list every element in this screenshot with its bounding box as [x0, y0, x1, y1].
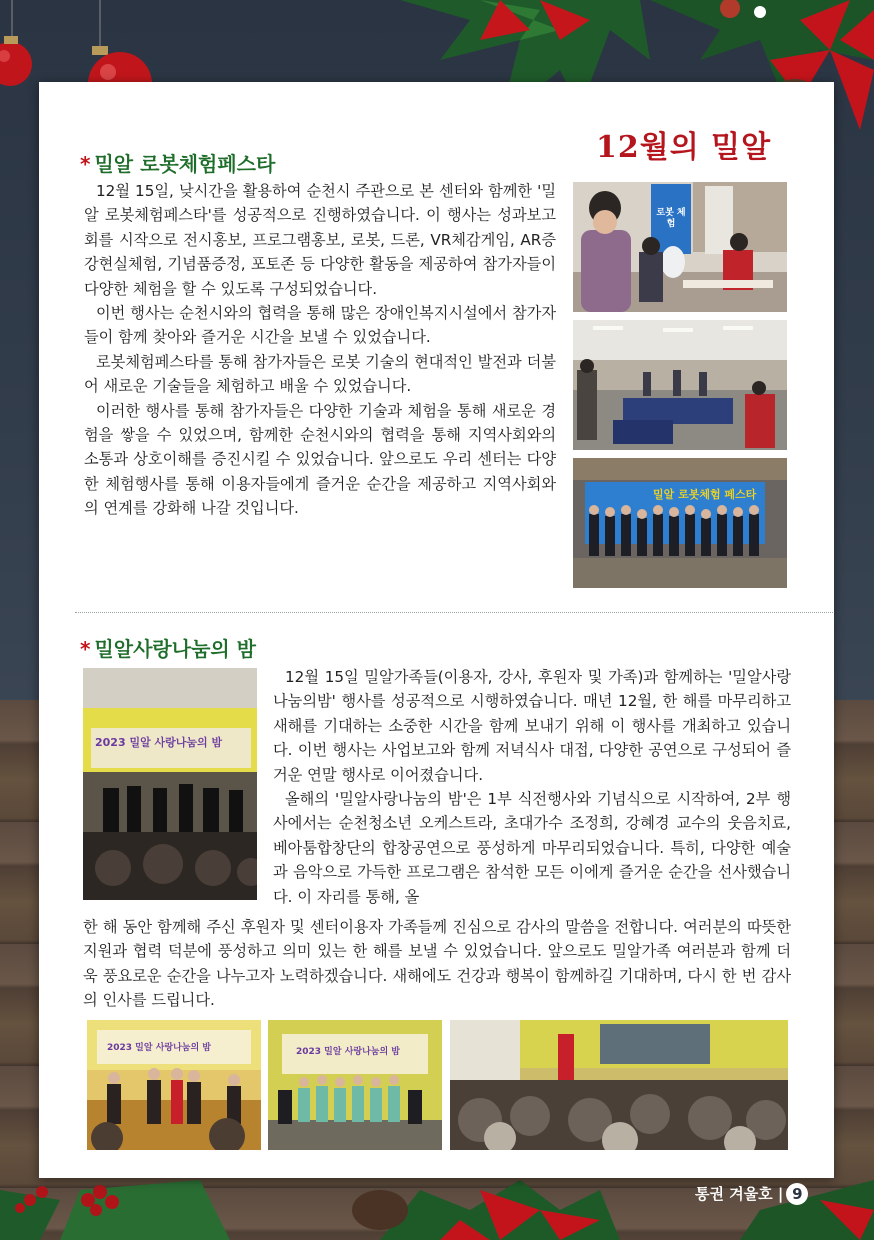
paragraph: 한 해 동안 함께해 주신 후원자 및 센터이용자 가족들께 진심으로 감사의 말씀을 전합니다. 여러분의 따뜻한 지원과 협력 덕분에 풍성하고 의미 있는 한 해를 보낼 수 있었습니다. 앞으로도 밀알가족 여러분과 함께 더욱 풍요로운 순간을 나누고자 노력하겠습니다. 새해에도 건강과 행복이 함께하길 기대하며, 다시 한 번 감사의 인사를 드립니다.: [83, 918, 791, 1010]
page-footer: [695, 1183, 825, 1209]
section-heading-love-sharing-night: [80, 633, 256, 659]
paragraph: 이러한 행사를 통해 참가자들은 다양한 기술과 체험을 통해 새로운 경험을 쌓을 수 있었으며, 함께한 순천시와의 협력을 통해 지역사회와의 소통과 상호이해를 증진시킬 수 있었습니다. 앞으로도 우리 센터는 다양한 체험행사를 통해 이용자들에게 즐거운 순간을 제공하고 지역사회와의 연계를 강화해 나갈 것입니다.: [84, 401, 556, 518]
heading-text: 밀알 로봇체험페스타: [94, 152, 276, 176]
heading-asterisk: *: [80, 637, 91, 661]
section1-body: [84, 179, 556, 521]
paragraph: 올해의 '밀알사랑나눔의 밤'은 1부 식전행사와 기념식으로 시작하여, 2부 행사에서는 순천청소년 오케스트라, 초대가수 조정희, 강혜경 교수의 웃음치료, 베아툼합창단의 합창공연으로 풍성하게 마무리되었습니다. 특히, 다양한 예술과 음악으로 가득한 프로그램은 참석한 모든 이에게 즐거운 순간을 선사했습니다. 이 자리를 통해, 올: [273, 790, 791, 906]
photo-orchestra-performance: [83, 668, 257, 900]
photo-laughter-therapy: [450, 1020, 788, 1150]
section2-body-bottom: [83, 915, 791, 1013]
paragraph: 이번 행사는 순천시와의 협력을 통해 많은 장애인복지시설에서 참가자들이 함께 찾아와 즐거운 시간을 보낼 수 있었습니다.: [84, 304, 556, 347]
photo-group-banner: [573, 458, 787, 588]
robot-sign-text: 로봇 체험: [656, 208, 686, 229]
paragraph: 12월 15일, 낮시간을 활용하여 순천시 주관으로 본 센터와 함께한 '밀알 로봇체험페스타'를 성공적으로 진행하였습니다. 이 행사는 성과보고회를 시작으로 전시홍보, 프로그램홍보, 로봇, 드론, VR체감게임, AR증강현실체험, 기념품증정, 포토존 등 다양한 활동을 제공하여 참가자들이 다양한 체험을 할 수 있도록 구성되었습니다.: [84, 182, 556, 298]
section2-body-top: [273, 665, 791, 909]
event-banner-text: 2023 밀알 사랑나눔의 밤: [107, 1043, 212, 1053]
section-heading-robot-festa: [80, 148, 275, 174]
heading-text: 밀알사랑나눔의 밤: [94, 637, 256, 661]
robot-festa-banner-text: 밀알 로봇체험 페스타: [653, 488, 757, 501]
photo-dancing-audience: [87, 1020, 261, 1150]
heading-asterisk: *: [80, 152, 91, 176]
page-number: 9: [786, 1183, 808, 1205]
issue-label: 통권 겨울호 |: [695, 1185, 784, 1203]
photo-robot-experience: [573, 182, 787, 312]
section-divider: [75, 612, 833, 613]
photo-event-hall: [573, 320, 787, 450]
photo-choir-performance: [268, 1020, 442, 1150]
event-banner-text: 2023 밀알 사랑나눔의 밤: [95, 736, 223, 749]
month-title: 12월의 밀알: [596, 130, 772, 165]
paragraph: 로봇체험페스타를 통해 참가자들은 로봇 기술의 현대적인 발전과 더불어 새로운 기술들을 체험하고 배울 수 있었습니다.: [84, 352, 556, 396]
paragraph: 12월 15일 밀알가족들(이용자, 강사, 후원자 및 가족)과 함께하는 '밀알사랑나눔의밤' 행사를 성공적으로 시행하였습니다. 매년 12월, 한 해를 마무리하고 새해를 기대하는 소중한 시간을 함께 보내기 위해 이 행사를 개최하고 있습니다. 이번 행사는 사업보고와 함께 저녁식사 대접, 다양한 공연으로 구성되어 즐거운 연말 행사로 이어졌습니다.: [273, 668, 791, 784]
event-banner-text: 2023 밀알 사랑나눔의 밤: [296, 1047, 401, 1057]
